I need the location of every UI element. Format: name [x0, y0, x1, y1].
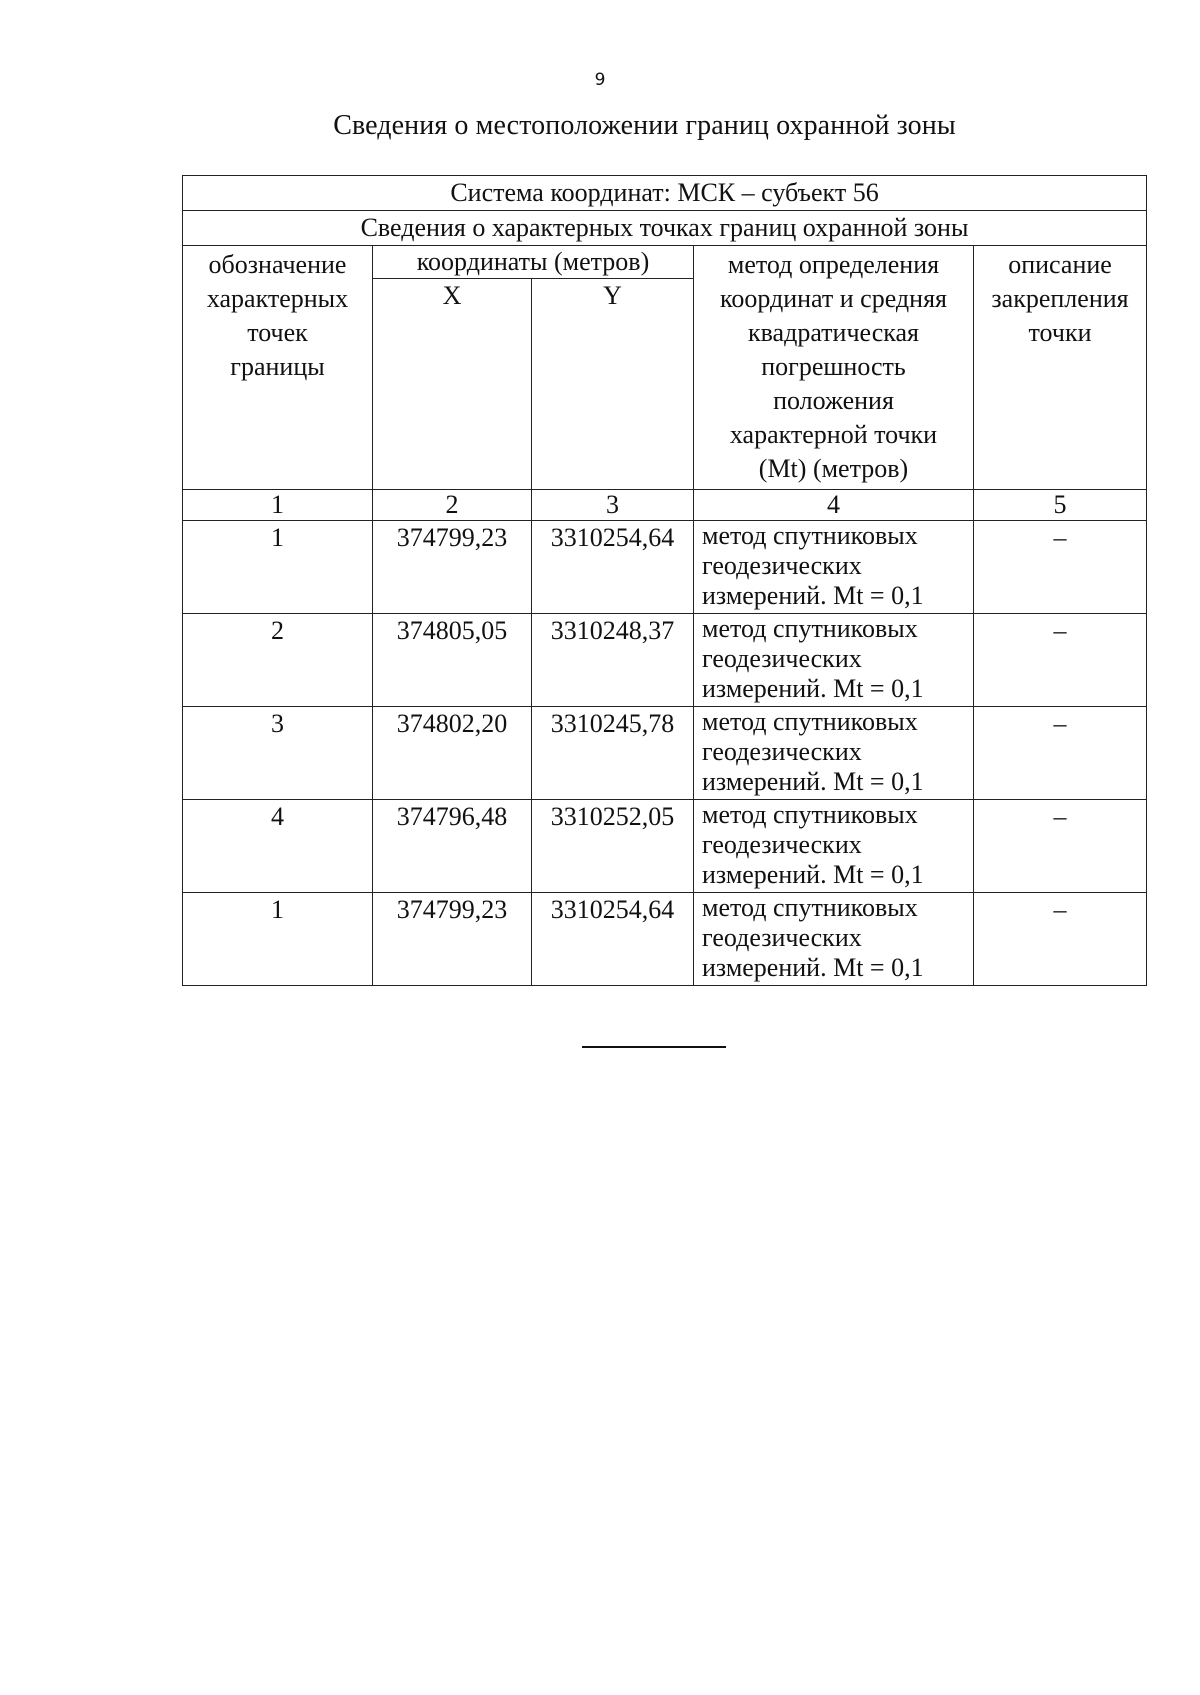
document-title-text: Сведения о местоположении границ охранной зоны — [333, 110, 956, 141]
table-row — [183, 893, 1147, 986]
method-line: измерений. Mt = 0,1 — [702, 953, 924, 982]
header-description-line: закрепления — [991, 284, 1129, 313]
method-line: геодезических — [702, 551, 862, 580]
end-of-table-rule — [582, 1046, 726, 1048]
header-y: Y — [532, 279, 694, 490]
point-cell: 1 — [183, 521, 373, 614]
x-cell: 374796,48 — [373, 800, 532, 893]
description-cell: – — [974, 893, 1147, 986]
column-number: 2 — [373, 490, 532, 521]
document-title — [0, 110, 1200, 142]
section-title-cell: Сведения о характерных точках границ охранной зоны — [183, 211, 1147, 246]
method-line: метод спутниковых — [702, 521, 918, 550]
y-cell: 3310254,64 — [532, 521, 694, 614]
y-cell: 3310245,78 — [532, 707, 694, 800]
y-cell: 3310252,05 — [532, 800, 694, 893]
header-method-line: погрешность — [761, 352, 906, 381]
header-description-line: точки — [1028, 318, 1092, 347]
header-point-id — [183, 246, 373, 490]
header-method-line: координат и средняя — [720, 284, 947, 313]
section-title-row — [183, 211, 1147, 246]
method-line: геодезических — [702, 923, 862, 952]
method-cell — [694, 614, 974, 707]
column-number-row — [183, 490, 1147, 521]
description-cell: – — [974, 521, 1147, 614]
method-cell — [694, 893, 974, 986]
method-line: метод спутниковых — [702, 614, 918, 643]
column-number: 3 — [532, 490, 694, 521]
method-line: метод спутниковых — [702, 800, 918, 829]
method-cell — [694, 521, 974, 614]
coordinate-system-cell: Система координат: МСК – субъект 56 — [183, 176, 1147, 211]
method-line: геодезических — [702, 830, 862, 859]
header-point-id-line: точек — [247, 318, 308, 347]
header-coordinates: координаты (метров) — [373, 246, 694, 279]
method-line: измерений. Mt = 0,1 — [702, 581, 924, 610]
method-line: геодезических — [702, 644, 862, 673]
table-row — [183, 707, 1147, 800]
header-description-line: описание — [1008, 250, 1112, 279]
header-method — [694, 246, 974, 490]
header-method-line: квадратическая — [747, 318, 920, 347]
method-line: измерений. Mt = 0,1 — [702, 860, 924, 889]
method-line: метод спутниковых — [702, 893, 918, 922]
header-point-id-line: обозначение — [208, 250, 347, 279]
point-cell: 3 — [183, 707, 373, 800]
table-row — [183, 800, 1147, 893]
column-number: 1 — [183, 490, 373, 521]
header-method-line: положения — [773, 386, 894, 415]
coordinate-system-row — [183, 176, 1147, 211]
table-row — [183, 521, 1147, 614]
page-number: 9 — [594, 70, 606, 90]
header-point-id-line: границы — [230, 352, 325, 381]
header-x: X — [373, 279, 532, 490]
y-cell: 3310248,37 — [532, 614, 694, 707]
table-row — [183, 614, 1147, 707]
description-cell: – — [974, 800, 1147, 893]
header-description — [974, 246, 1147, 490]
x-cell: 374805,05 — [373, 614, 532, 707]
boundary-points-table — [182, 175, 1147, 986]
method-cell — [694, 800, 974, 893]
method-line: измерений. Mt = 0,1 — [702, 767, 924, 796]
header-method-line: характерной точки — [729, 420, 938, 449]
description-cell: – — [974, 614, 1147, 707]
y-cell: 3310254,64 — [532, 893, 694, 986]
method-cell — [694, 707, 974, 800]
header-method-line: (Mt) (метров) — [758, 454, 909, 483]
point-cell: 4 — [183, 800, 373, 893]
x-cell: 374802,20 — [373, 707, 532, 800]
header-point-id-line: характерных — [206, 284, 349, 313]
method-line: геодезических — [702, 737, 862, 766]
header-method-line: метод определения — [727, 250, 940, 279]
point-cell: 1 — [183, 893, 373, 986]
point-cell: 2 — [183, 614, 373, 707]
column-number: 5 — [974, 490, 1147, 521]
method-line: измерений. Mt = 0,1 — [702, 674, 924, 703]
header-row-1 — [183, 246, 1147, 279]
description-cell: – — [974, 707, 1147, 800]
x-cell: 374799,23 — [373, 893, 532, 986]
method-line: метод спутниковых — [702, 707, 918, 736]
x-cell: 374799,23 — [373, 521, 532, 614]
column-number: 4 — [694, 490, 974, 521]
